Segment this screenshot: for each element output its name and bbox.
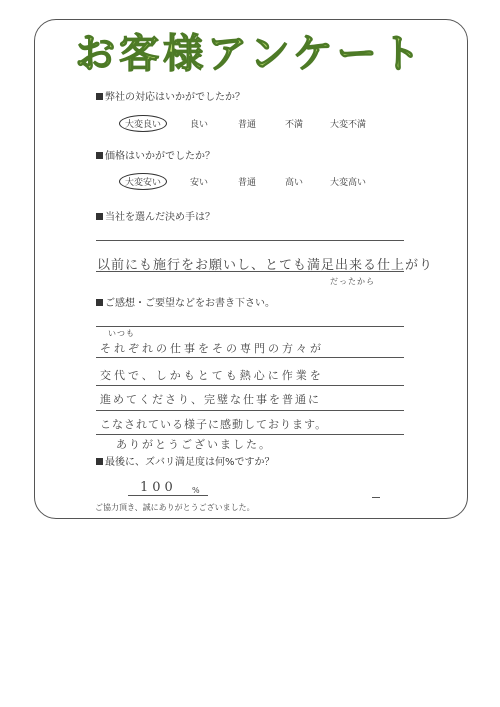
comment-line: 交代で、しかもとても熱心に作業を xyxy=(100,369,324,382)
stray-mark xyxy=(372,497,380,498)
answer-rule xyxy=(96,357,404,358)
answer-rule xyxy=(96,385,404,386)
question-service: 弊社の対応はいかがでしたか？ xyxy=(96,88,245,103)
option-price-very-expensive[interactable]: 大変高い xyxy=(330,178,367,188)
bullet-square-icon xyxy=(96,458,103,465)
question-satisfaction: 最後に、ズバリ満足度は何%ですか？ xyxy=(96,453,275,468)
footer-thanks: ご協力頂き、誠にありがとうございました。 xyxy=(95,503,255,512)
bullet-square-icon xyxy=(96,213,103,220)
bullet-square-icon xyxy=(96,299,103,306)
answer-deciding-factor-line2: だったから xyxy=(330,277,375,286)
answer-rule xyxy=(96,240,404,241)
answer-rule xyxy=(96,326,404,327)
option-service-dissatisfied[interactable]: 不満 xyxy=(285,120,304,130)
comment-line: こなされている様子に感動しております。 xyxy=(100,418,328,431)
question-deciding-factor: 当社を選んだ決め手は？ xyxy=(96,208,215,223)
option-service-good[interactable]: 良い xyxy=(190,120,209,130)
option-service-very-good[interactable]: 大変良い xyxy=(119,115,167,132)
option-service-very-dissatisfied[interactable]: 大変不満 xyxy=(330,120,367,130)
comment-ruby: いつも xyxy=(108,329,135,338)
bullet-square-icon xyxy=(96,152,103,159)
comment-line: 進めてくださり、完璧な仕事を普通に xyxy=(100,393,321,406)
question-comments: ご感想・ご要望などをお書き下さい。 xyxy=(96,294,275,309)
answer-rule xyxy=(96,410,404,411)
satisfaction-unit: % xyxy=(192,486,201,495)
option-price-cheap[interactable]: 安い xyxy=(190,178,209,188)
question-price: 価格はいかがでしたか？ xyxy=(96,147,215,162)
comment-line: それぞれの仕事をその専門の方々が xyxy=(100,342,324,355)
answer-deciding-factor-line1: 以前にも施行をお願いし、とても満足出来る仕上がり xyxy=(97,258,434,273)
bullet-square-icon xyxy=(96,93,103,100)
answer-rule xyxy=(96,271,404,272)
answer-rule xyxy=(128,495,208,496)
option-service-normal[interactable]: 普通 xyxy=(238,120,257,130)
answer-rule xyxy=(96,434,404,435)
comment-line: ありがとうございました。 xyxy=(116,438,272,451)
option-price-normal[interactable]: 普通 xyxy=(238,178,257,188)
option-price-very-cheap[interactable]: 大変安い xyxy=(119,173,167,190)
satisfaction-value: 100 xyxy=(140,480,177,495)
option-price-expensive[interactable]: 高い xyxy=(285,178,304,188)
survey-title: お客様アンケート xyxy=(75,31,425,77)
